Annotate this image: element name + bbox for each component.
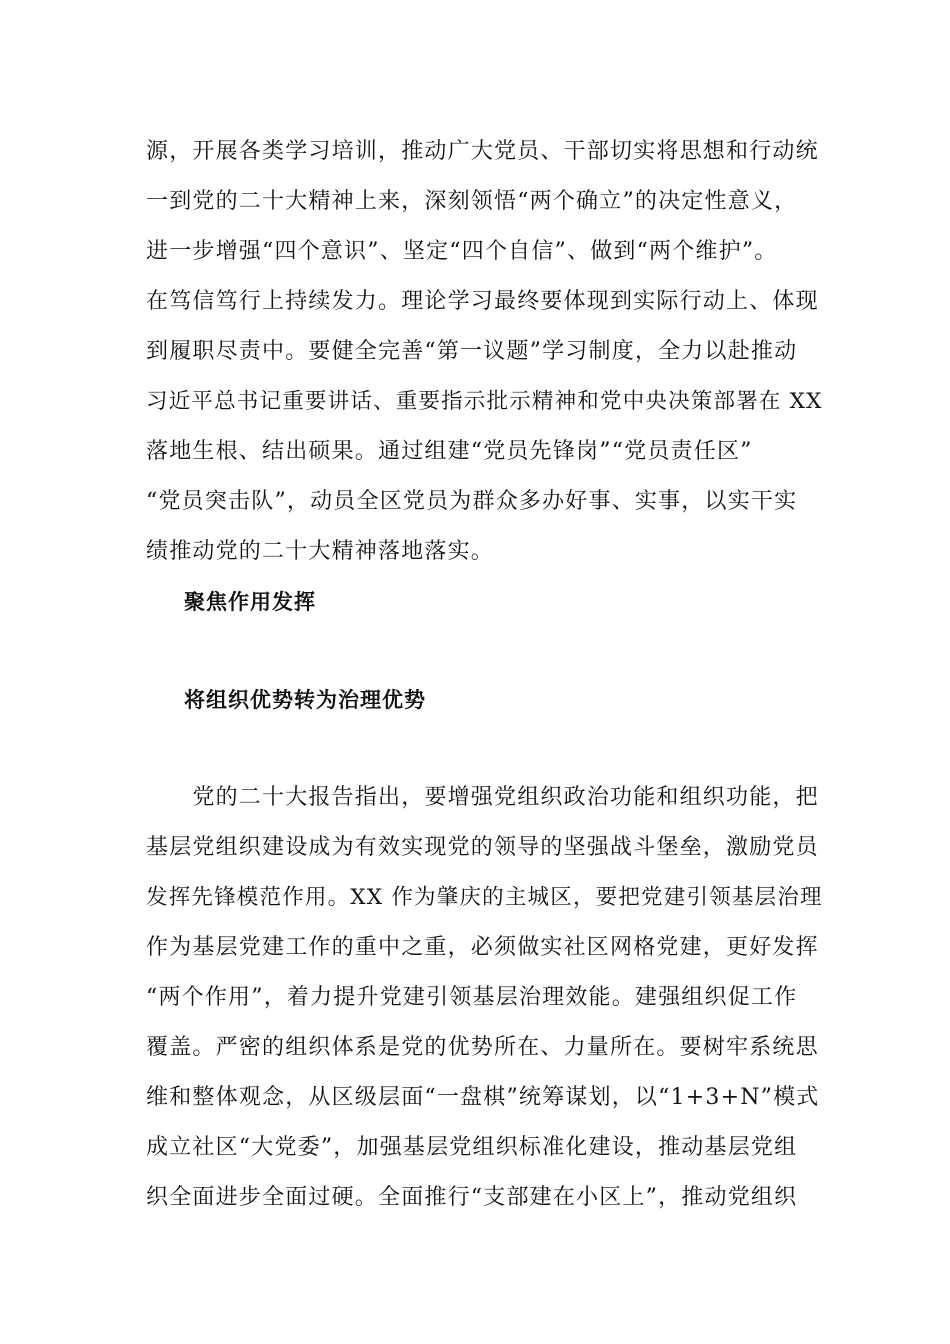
paragraph-line: 成立社区“大党委”，加强基层党组织标准化建设，推动基层党组 xyxy=(146,1135,798,1160)
section-heading: 聚焦作用发挥 xyxy=(184,590,316,614)
paragraph-line: “两个作用”，着力提升党建引领基层治理效能。建强组织促工作 xyxy=(146,985,798,1010)
paragraph-line: 绩推动党的二十大精神落地落实。 xyxy=(146,539,495,564)
subsection-heading: 将组织优势转为治理优势 xyxy=(184,688,426,712)
paragraph-line: 作为基层党建工作的重中之重，必须做实社区网格党建，更好发挥 xyxy=(146,935,819,960)
paragraph-line: 维和整体观念，从区级层面“一盘棋”统筹谋划，以“1+3+N”模式 xyxy=(146,1085,820,1110)
paragraph-line: 在笃信笃行上持续发力。理论学习最终要体现到实际行动上、体现 xyxy=(146,289,819,314)
paragraph-line: 基层党组织建设成为有效实现党的领导的坚强战斗堡垒，激励党员 xyxy=(146,835,819,860)
paragraph-line: 到履职尽责中。要健全完善“第一议题”学习制度，全力以赴推动 xyxy=(146,339,798,364)
paragraph-line: 源，开展各类学习培训，推动广大党员、干部切实将思想和行动统 xyxy=(146,139,819,164)
paragraph-line: 落地生根、结出硕果。通过组建“党员先锋岗”“党员责任区” xyxy=(146,439,753,464)
paragraph-line: 进一步增强“四个意识”、坚定“四个自信”、做到“两个维护”。 xyxy=(146,239,778,264)
paragraph-line: 习近平总书记重要讲话、重要指示批示精神和党中央决策部署在 XX xyxy=(146,389,823,414)
paragraph-line: 一到党的二十大精神上来，深刻领悟“两个确立”的决定性意义， xyxy=(146,189,798,214)
paragraph-line: 党的二十大报告指出，要增强党组织政治功能和组织功能，把 xyxy=(146,785,819,810)
paragraph-line: “党员突击队”，动员全区党员为群众多办好事、实事，以实干实 xyxy=(146,489,798,514)
paragraph-line: 发挥先锋模范作用。XX 作为肇庆的主城区，要把党建引领基层治理 xyxy=(146,885,823,910)
paragraph-line: 织全面进步全面过硬。全面推行“支部建在小区上”，推动党组织 xyxy=(146,1185,798,1210)
paragraph-line: 覆盖。严密的组织体系是党的优势所在、力量所在。要树牢系统思 xyxy=(146,1035,819,1060)
